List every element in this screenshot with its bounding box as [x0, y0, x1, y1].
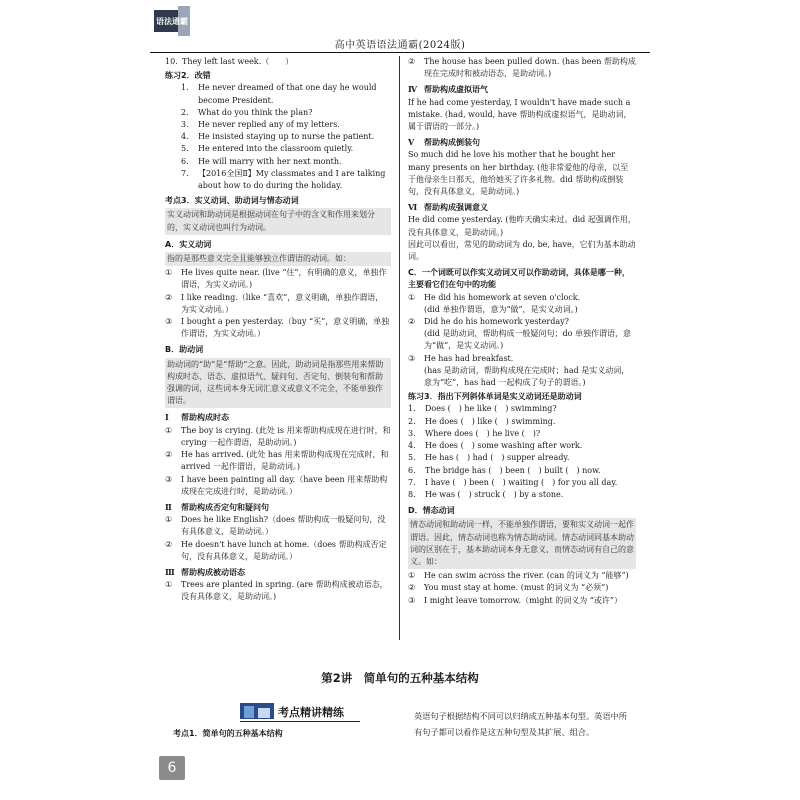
page-number: 6 [159, 756, 185, 780]
list-item: 7. I have ( ) been ( ) waiting ( ) for you all day. [408, 477, 618, 487]
section-a-desc: 指的是那些意义完全且能够独立作谓语的动词。如： [165, 252, 391, 266]
list-item: ② The house has been pulled down. (has been 帮助构成现在完成时和被动语态，是助动词。) [408, 57, 636, 79]
badge-icon-part [244, 706, 254, 718]
list-item: 5. He has ( ) had ( ) supper already. [408, 453, 570, 463]
list-item: 7. 【2016全国Ⅱ】My classmates and I are talking about how to do during the holiday. [181, 168, 386, 191]
list-item: 8. He was ( ) struck ( ) by a stone. [408, 489, 564, 499]
column-divider [399, 56, 400, 640]
exercise-2-title: 练习2．改错 [165, 71, 211, 81]
list-item-note: (did 单独作谓语，意为“做”，是实义动词。) [424, 304, 578, 314]
kaodian-3-desc: 实义动词和助动词是根据动词在句子中的含义和作用来划分的，实义动词也叫行为动词。 [165, 208, 391, 234]
list-item: 6. The bridge has ( ) been ( ) built ( ) now. [408, 465, 601, 475]
list-item: ③ I have been painting all day.（have been 用来帮助构成现在完成进行时，是助动词。） [165, 474, 388, 496]
section-a-title: A．实义动词 [165, 239, 212, 249]
list-item: ② He has arrived. (此处 has 用来帮助构成现在完成时，和 arrived 一起作谓语，是助动词。) [165, 450, 389, 472]
list-item: 3. He never replied any of my letters. [181, 120, 340, 130]
list-item: ③ I might leave tomorrow.（might 的词义为 “或许”） [408, 595, 622, 605]
section-c-title: C．一个词既可以作实义动词又可以作助动词，具体是哪一种，主要看它们在句中的功能 [408, 268, 630, 290]
list-item: ① He lives quite near. (live “住”，有明确的意义，单独作谓语，为实义动词。) [165, 268, 387, 290]
list-item: ② He doesn't have lunch at home.（does 帮助构成否定句，没有具体意义，是助动词。） [165, 539, 387, 561]
exercise-2-list [165, 82, 391, 192]
list-item: 2. He does ( ) like ( ) swimming. [408, 416, 556, 426]
list-item: ② You must stay at home. (must 的词义为 “必须”) [408, 583, 609, 593]
list-item: ② I like reading.（like “喜欢”，意义明确，单独作谓语，为实义动词。） [165, 292, 384, 314]
list-item: ① He did his homework at seven o'clock. [408, 292, 581, 302]
badge-label: 考点精讲精练 [278, 706, 344, 719]
section-d-desc: 情态动词和助动词一样，不能单独作谓语，要和实义动词一起作谓语。因此，情态动词也称为情态助动词。情态动词同基本助动词的区别在于，基本助动词本身无意义，而情态动词有自己的意义。如： [408, 518, 636, 569]
list-item: 4. He insisted staying up to nurse the patient. [181, 132, 375, 142]
list-item: 1. Does ( ) he like ( ) swimming? [408, 404, 557, 414]
book-logo-icon [152, 6, 192, 36]
intro-paragraph: 英语句子根据结构不同可以归纳成五种基本句型。英语中所有句子都可以看作是这五种句型及其扩展、组合。 [414, 711, 627, 737]
list-item: 2. What do you think the plan? [181, 107, 313, 117]
list-item: ② Did he do his homework yesterday? [408, 317, 569, 327]
sub-i-title: Ⅰ 帮助构成时态 [165, 412, 229, 423]
section-b-title: B．助动词 [165, 345, 204, 355]
section-d-title: D．情态动词 [408, 506, 455, 516]
list-item: 5. He entered into the classroom quietly. [181, 144, 354, 154]
sub-v-text: So much did he love his mother that he bought her many presents on her birthday. (他非常爱他的母亲，以至于他母亲生日那天，他给她买了许多礼物。did 帮助构成倒装句，没有具体意义，是助动词。) [408, 150, 629, 197]
list-item-note: (has 是助动词，帮助构成现在完成时；had 是实义动词，意为“吃”，has had 一起构成了句子的谓语。) [424, 365, 630, 388]
sub-iv-text: If he had come yesterday, I wouldn't have made such a mistake. (had, would, have 帮助构成虚拟语气，是助动词，属于谓语的一部分。) [408, 97, 632, 132]
kaodian-1-title: 考点1．简单句的五种基本结构 [173, 729, 283, 738]
header-title: 高中英语语法通霸(2024版) [334, 40, 466, 51]
sub-vi-title: Ⅵ 帮助构成强调意义 [408, 202, 488, 213]
header-rule [150, 52, 650, 53]
list-item: ① Does he like English?（does 帮助构成一般疑问句，没有具体意义，是助动词。） [165, 515, 386, 537]
list-item: ③ I bought a pen yesterday.（buy “买”，意义明确，单独作谓语，为实义动词。） [165, 317, 390, 339]
sub-iii-title: Ⅲ 帮助构成被动语态 [165, 566, 245, 577]
sub-v-title: Ⅴ 帮助构成倒装句 [408, 137, 480, 148]
badge-icon-part [258, 708, 270, 718]
exercise-3-title: 练习3．指出下列斜体单词是实义动词还是助动词 [408, 392, 582, 402]
badge-underline [240, 721, 360, 722]
list-item: 3. Where does ( ) he live ( )? [408, 428, 541, 438]
list-item: 6. He will marry with her next month. [181, 156, 342, 166]
section-b-desc: 助动词的“助”是“帮助”之意。因此，助动词是指那些用来帮助构成时态、语态、虚拟语气、疑问句、否定句、倒装句和帮助强调的词，这些词本身无词汇意义或意义不完全，不能单独作谓语。 [165, 358, 391, 409]
list-item: ① He can swim across the river. (can 的词义为 “能够”) [408, 571, 629, 581]
list-item: ① Trees are planted in spring. (are 帮助构成被动语态，没有具体意义，是助动词。) [165, 580, 388, 602]
sub-iv-title: Ⅳ 帮助构成虚拟语气 [408, 84, 488, 95]
list-item: 4. He does ( ) some washing after work. [408, 441, 583, 451]
list-item: ① The boy is crying. (此处 is 用来帮助构成现在进行时，和 crying 一起作谓语，是助动词。) [165, 425, 391, 447]
section-badge [240, 703, 360, 721]
kaodian-3-title: 考点3．实义动词、助动词与情态动词 [165, 196, 299, 206]
list-item: 1. He never dreamed of that one day he would become President. [181, 83, 377, 105]
lecture-title: 第2讲 简单句的五种基本结构 [321, 671, 479, 685]
question-10: 10. They left last week.（ ） [165, 57, 294, 66]
right-column [408, 56, 636, 607]
left-column [165, 56, 391, 604]
list-item-note: (did 是助动词，帮助构成一般疑问句；do 单独作谓语，意为“做”，是实义动词。) [424, 329, 631, 351]
sub-vi-text: He did come yesterday. (他昨天确实来过。did 起强调作用，没有具体意义，是助动词。) [408, 215, 636, 237]
svg-text:语法通霸: 语法通霸 [156, 17, 188, 26]
sub-ii-title: Ⅱ 帮助构成否定句和疑问句 [165, 501, 269, 512]
sub-vi-note: 因此可以看出，常见的助动词为 do, be, have，它们为基本助动词。 [408, 239, 636, 262]
list-item: ③ He has had breakfast. [408, 353, 514, 363]
